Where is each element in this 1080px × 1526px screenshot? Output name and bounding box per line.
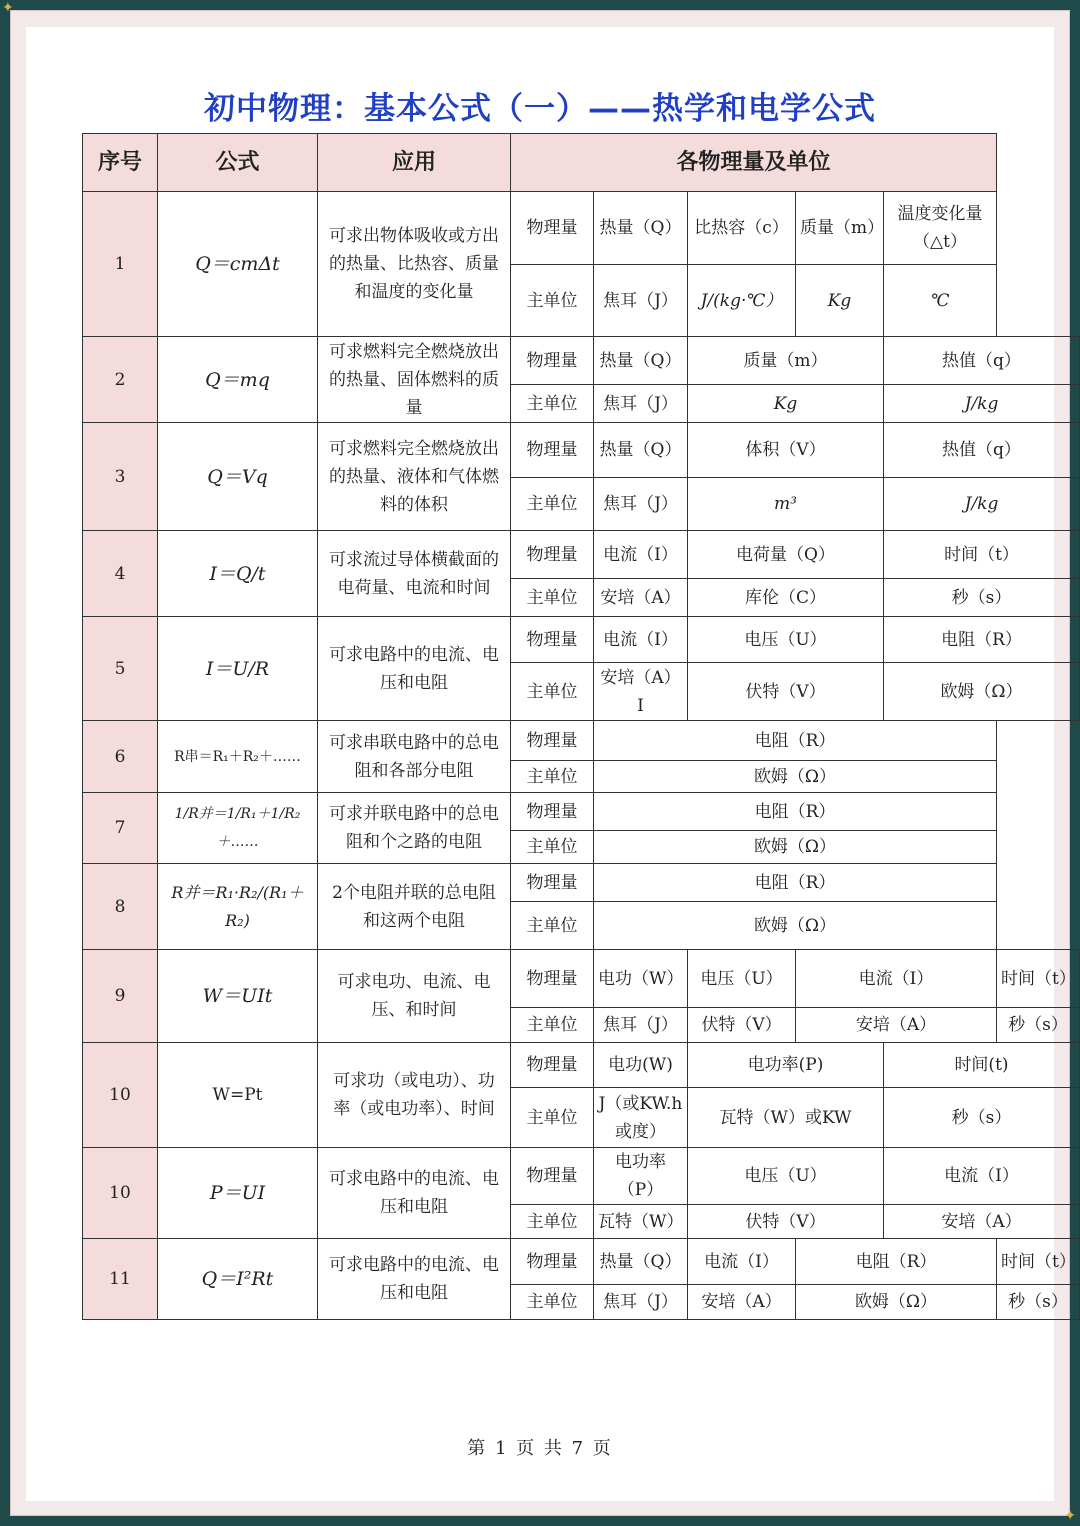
unit-label: 主单位 xyxy=(511,1088,594,1148)
quantity-cell: 电阻（R） xyxy=(594,864,997,902)
unit-cell: 焦耳（J） xyxy=(594,385,688,423)
quantity-label: 物理量 xyxy=(511,617,594,663)
unit-label: 主单位 xyxy=(511,579,594,617)
row-index: 10 xyxy=(83,1043,158,1148)
header-application: 应用 xyxy=(318,134,511,192)
unit-cell: 安培（A）I xyxy=(594,663,688,721)
unit-label: 主单位 xyxy=(511,478,594,531)
quantity-label: 物理量 xyxy=(511,192,594,265)
row-index: 8 xyxy=(83,864,158,950)
application-cell: 可求电路中的电流、电压和电阻 xyxy=(318,1239,511,1320)
unit-cell: 瓦特（W）或KW xyxy=(688,1088,884,1148)
unit-cell: 安培（A） xyxy=(884,1205,1080,1239)
quantity-cell: 时间（t） xyxy=(997,1239,1080,1285)
quantity-label: 物理量 xyxy=(511,950,594,1008)
header-quantities: 各物理量及单位 xyxy=(511,134,997,192)
quantity-cell: 热量（Q） xyxy=(594,337,688,385)
application-cell: 可求燃料完全燃烧放出的热量、液体和气体燃料的体积 xyxy=(318,423,511,531)
application-cell: 可求电路中的电流、电压和电阻 xyxy=(318,617,511,721)
formula-cell: Q＝cmΔt xyxy=(158,192,318,337)
unit-cell: 焦耳（J） xyxy=(594,1285,688,1320)
quantity-cell: 体积（V） xyxy=(688,423,884,478)
quantity-cell: 电荷量（Q） xyxy=(688,531,884,579)
unit-cell: 伏特（V） xyxy=(688,663,884,721)
quantity-label: 物理量 xyxy=(511,1239,594,1285)
unit-cell: 安培（A） xyxy=(688,1285,796,1320)
quantity-label: 物理量 xyxy=(511,864,594,902)
row-index: 4 xyxy=(83,531,158,617)
quantity-cell: 热量（Q） xyxy=(594,192,688,265)
formula-cell: Q＝Vq xyxy=(158,423,318,531)
unit-cell: 瓦特（W） xyxy=(594,1205,688,1239)
unit-cell: 安培（A） xyxy=(594,579,688,617)
row-index: 7 xyxy=(83,793,158,864)
quantity-label: 物理量 xyxy=(511,721,594,761)
unit-cell: 秒（s） xyxy=(997,1285,1080,1320)
quantity-label: 物理量 xyxy=(511,793,594,831)
application-cell: 可求串联电路中的总电阻和各部分电阻 xyxy=(318,721,511,793)
quantity-cell: 电阻（R） xyxy=(796,1239,997,1285)
row-index: 9 xyxy=(83,950,158,1043)
quantity-cell: 时间（t） xyxy=(997,950,1080,1008)
quantity-label: 物理量 xyxy=(511,423,594,478)
unit-cell: J（或KW.h或度） xyxy=(594,1088,688,1148)
unit-cell: 焦耳（J） xyxy=(594,478,688,531)
quantity-cell: 热量（Q） xyxy=(594,1239,688,1285)
unit-cell: 欧姆（Ω） xyxy=(594,761,997,793)
unit-cell: 秒（s） xyxy=(884,1088,1080,1148)
quantity-cell: 比热容（c） xyxy=(688,192,796,265)
unit-label: 主单位 xyxy=(511,902,594,950)
application-cell: 可求出物体吸收或方出的热量、比热容、质量和温度的变化量 xyxy=(318,192,511,337)
unit-cell: ℃ xyxy=(884,265,997,337)
row-index: 3 xyxy=(83,423,158,531)
quantity-cell: 电流（I） xyxy=(594,617,688,663)
application-cell: 可求并联电路中的总电阻和个之路的电阻 xyxy=(318,793,511,864)
quantity-cell: 质量（m） xyxy=(688,337,884,385)
quantity-cell: 热量（Q） xyxy=(594,423,688,478)
formula-cell: Q＝I²Rt xyxy=(158,1239,318,1320)
unit-cell: 伏特（V） xyxy=(688,1008,796,1043)
unit-cell: J/kg xyxy=(884,385,1080,423)
quantity-cell: 电流（I） xyxy=(688,1239,796,1285)
quantity-cell: 热值（q） xyxy=(884,423,1080,478)
quantity-cell: 电压（U） xyxy=(688,617,884,663)
unit-label: 主单位 xyxy=(511,831,594,864)
row-index: 5 xyxy=(83,617,158,721)
formula-cell: W=Pt xyxy=(158,1043,318,1148)
unit-cell: m³ xyxy=(688,478,884,531)
formula-cell: R串＝R₁＋R₂＋…… xyxy=(158,721,318,793)
application-cell: 可求燃料完全燃烧放出的热量、固体燃料的质量 xyxy=(318,337,511,423)
unit-cell: 库伦（C） xyxy=(688,579,884,617)
page-footer: 第 1 页 共 7 页 xyxy=(467,1438,613,1459)
formula-cell: W＝UIt xyxy=(158,950,318,1043)
formula-cell: I＝U/R xyxy=(158,617,318,721)
quantity-cell: 温度变化量（△t） xyxy=(884,192,997,265)
quantity-cell: 电阻（R） xyxy=(594,793,997,831)
unit-label: 主单位 xyxy=(511,385,594,423)
quantity-cell: 电流（I） xyxy=(594,531,688,579)
header-index: 序号 xyxy=(83,134,158,192)
unit-cell: 欧姆（Ω） xyxy=(594,902,997,950)
unit-label: 主单位 xyxy=(511,265,594,337)
unit-cell: 欧姆（Ω） xyxy=(884,663,1080,721)
unit-cell: 安培（A） xyxy=(796,1008,997,1043)
quantity-cell: 电功(W) xyxy=(594,1043,688,1088)
corner-star-icon: ✦ xyxy=(1064,1508,1076,1524)
unit-cell: 欧姆（Ω） xyxy=(796,1285,997,1320)
unit-cell: Kg xyxy=(796,265,884,337)
quantity-cell: 质量（m） xyxy=(796,192,884,265)
formula-cell: P＝UI xyxy=(158,1148,318,1239)
formula-table xyxy=(82,133,1080,1320)
formula-cell: I＝Q/t xyxy=(158,531,318,617)
unit-cell: 欧姆（Ω） xyxy=(594,831,997,864)
unit-cell: 焦耳（J） xyxy=(594,1008,688,1043)
quantity-cell: 电阻（R） xyxy=(884,617,1080,663)
unit-cell: Kg xyxy=(688,385,884,423)
quantity-cell: 电压（U） xyxy=(688,1148,884,1205)
quantity-cell: 电功率(P) xyxy=(688,1043,884,1088)
formula-cell: R并＝R₁·R₂/(R₁＋R₂) xyxy=(158,864,318,950)
application-cell: 可求电路中的电流、电压和电阻 xyxy=(318,1148,511,1239)
application-cell: 可求功（或电功）、功率（或电功率）、时间 xyxy=(318,1043,511,1148)
unit-cell: J/kg xyxy=(884,478,1080,531)
quantity-cell: 热值（q） xyxy=(884,337,1080,385)
quantity-label: 物理量 xyxy=(511,1148,594,1205)
formula-cell: 1/R并＝1/R₁＋1/R₂＋…… xyxy=(158,793,318,864)
quantity-cell: 时间（t） xyxy=(884,531,1080,579)
quantity-cell: 电流（I） xyxy=(796,950,997,1008)
application-cell: 2个电阻并联的总电阻和这两个电阻 xyxy=(318,864,511,950)
row-index: 10 xyxy=(83,1148,158,1239)
row-index: 11 xyxy=(83,1239,158,1320)
unit-cell: J/(kg·℃） xyxy=(688,265,796,337)
quantity-cell: 时间(t) xyxy=(884,1043,1080,1088)
quantity-label: 物理量 xyxy=(511,531,594,579)
quantity-label: 物理量 xyxy=(511,337,594,385)
quantity-cell: 电功率（P） xyxy=(594,1148,688,1205)
unit-cell: 焦耳（J） xyxy=(594,265,688,337)
unit-label: 主单位 xyxy=(511,1285,594,1320)
unit-cell: 伏特（V） xyxy=(688,1205,884,1239)
unit-label: 主单位 xyxy=(511,1205,594,1239)
quantity-cell: 电压（U） xyxy=(688,950,796,1008)
row-index: 1 xyxy=(83,192,158,337)
page-title: 初中物理：基本公式（一）——热学和电学公式 xyxy=(204,91,876,127)
quantity-cell: 电功（W） xyxy=(594,950,688,1008)
quantity-label: 物理量 xyxy=(511,1043,594,1088)
header-formula: 公式 xyxy=(158,134,318,192)
application-cell: 可求电功、电流、电压、和时间 xyxy=(318,950,511,1043)
quantity-cell: 电阻（R） xyxy=(594,721,997,761)
unit-cell: 秒（s） xyxy=(884,579,1080,617)
row-index: 6 xyxy=(83,721,158,793)
application-cell: 可求流过导体横截面的电荷量、电流和时间 xyxy=(318,531,511,617)
row-index: 2 xyxy=(83,337,158,423)
formula-cell: Q＝mq xyxy=(158,337,318,423)
unit-label: 主单位 xyxy=(511,761,594,793)
unit-cell: 秒（s） xyxy=(997,1008,1080,1043)
unit-label: 主单位 xyxy=(511,1008,594,1043)
unit-label: 主单位 xyxy=(511,663,594,721)
corner-star-icon: ✦ xyxy=(2,0,14,16)
quantity-cell: 电流（I） xyxy=(884,1148,1080,1205)
